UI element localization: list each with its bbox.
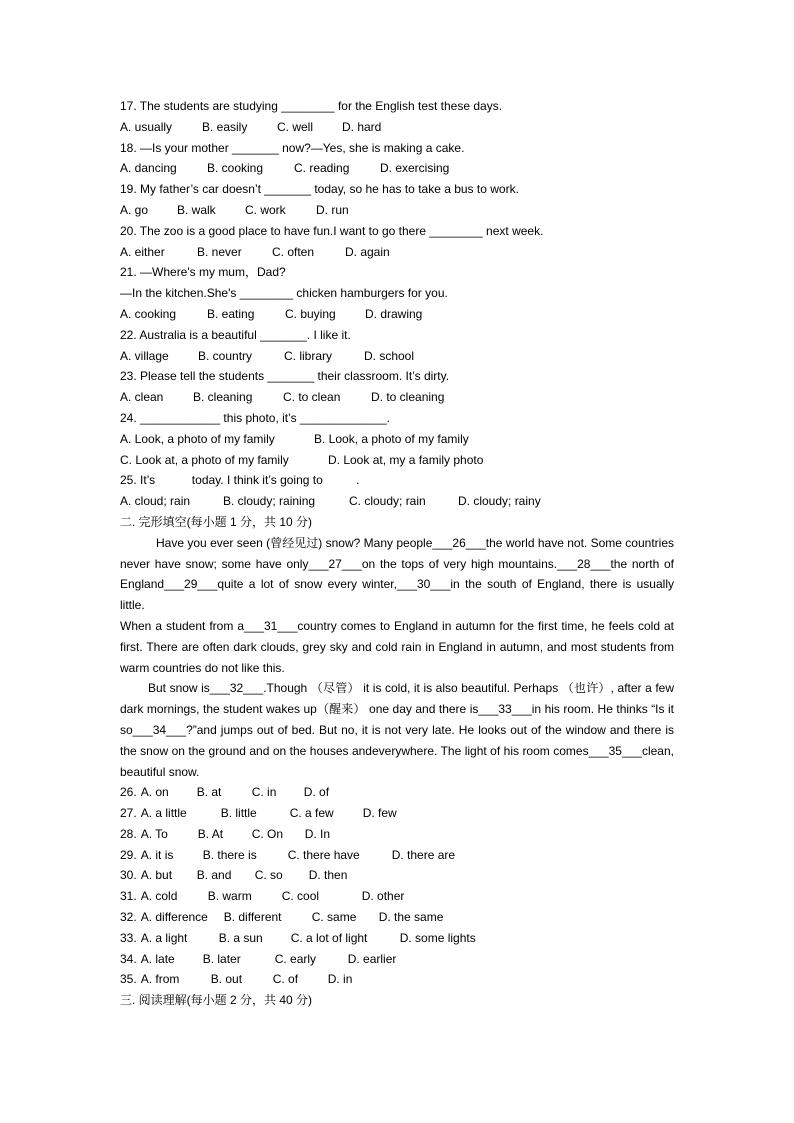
question-stem: 19. My father’s car doesn’t _______ today, so he has to take a bus to work.	[120, 182, 519, 197]
option: A. from	[140, 972, 180, 987]
option: C. a lot of light	[290, 930, 368, 945]
option: B. cloudy; raining	[223, 494, 316, 509]
option: B. cleaning	[193, 390, 253, 405]
option: C. On	[251, 826, 284, 841]
option: B. out	[210, 972, 243, 987]
question-options	[120, 491, 674, 512]
option: C. there have	[287, 847, 360, 862]
option: C. buying	[285, 306, 336, 321]
option: A. on	[140, 785, 169, 800]
question-options	[120, 429, 674, 450]
option: B. there is	[202, 847, 257, 862]
option: C. to clean	[283, 390, 341, 405]
option: A. Look, a photo of my family	[120, 431, 275, 446]
cloze-paragraph: But snow is___32___.Though （尽管） it is cold, it is also beautiful. Perhaps （也许）, after a few dark mornings, the student wakes up（醒来） one day and there is___33___in his room. He thinks “Is it so___34___?”and jumps out of bed. But no, it is not very late. He looks out of the window and there is the snow on the ground and on the houses andeverywhere. The light of his room comes___35___clean, beautiful snow.	[120, 681, 674, 779]
option: B. a sun	[218, 930, 263, 945]
question-stem-continued: —In the kitchen.She's ________ chicken hamburgers for you.	[120, 286, 448, 301]
option: C. library	[284, 348, 333, 363]
option: C. of	[272, 972, 299, 987]
option: C. often	[272, 244, 315, 259]
option: A. village	[120, 348, 169, 363]
question-options	[120, 242, 674, 263]
option: C. so	[254, 868, 283, 883]
option: D. other	[361, 889, 405, 904]
option: B. different	[223, 910, 282, 925]
question-number: 35.	[120, 972, 137, 987]
question-number: 27.	[120, 806, 137, 821]
option: A. cooking	[120, 306, 177, 321]
option: D. Look at, my a family photo	[328, 452, 484, 467]
option: D. exercising	[380, 161, 450, 176]
option: C. same	[311, 910, 357, 925]
option: C. well	[277, 119, 314, 134]
cloze-question-row	[120, 845, 674, 866]
question-options	[120, 200, 674, 221]
question-number: 29.	[120, 847, 137, 862]
option: A. but	[140, 868, 173, 883]
question-stem: 22. Australia is a beautiful _______. I like it.	[120, 327, 351, 342]
question-stem: 25. It’s today. I think it’s going to .	[120, 473, 360, 488]
section-title-cloze: 二. 完形填空(每小题 1 分，共 10 分)	[120, 514, 313, 529]
option: A. a light	[140, 930, 188, 945]
option: C. cloudy; rain	[349, 494, 426, 509]
option: D. school	[364, 348, 415, 363]
option: B. never	[197, 244, 242, 259]
option: A. late	[140, 951, 175, 966]
option: C. reading	[294, 161, 350, 176]
option: B. At	[197, 826, 224, 841]
option: B. walk	[177, 202, 216, 217]
option: B. warm	[207, 889, 252, 904]
question-number: 33.	[120, 930, 137, 945]
option: C. in	[251, 785, 277, 800]
option: D. cloudy; rainy	[458, 494, 541, 509]
option: C. early	[274, 951, 317, 966]
option: B. country	[198, 348, 253, 363]
question-number: 34.	[120, 951, 137, 966]
question-stem: 21. —Where's my mum，Dad?	[120, 265, 286, 280]
section-title-reading: 三. 阅读理解(每小题 2 分，共 40 分)	[120, 993, 313, 1008]
option: D. of	[303, 785, 330, 800]
option: B. eating	[207, 306, 255, 321]
option: A. clean	[120, 390, 164, 405]
option: D. then	[308, 868, 348, 883]
question-options	[120, 158, 674, 179]
option: C. work	[245, 202, 286, 217]
question-stem: 18. —Is your mother _______ now?—Yes, she is making a cake.	[120, 140, 465, 155]
option: B. and	[196, 868, 232, 883]
question-number: 31.	[120, 889, 137, 904]
option: B. little	[220, 806, 257, 821]
option: A. a little	[140, 806, 187, 821]
question-stem: 23. Please tell the students _______ their classroom. It’s dirty.	[120, 369, 450, 384]
cloze-question-row	[120, 886, 674, 907]
cloze-paragraph: Have you ever seen (曾经见过) snow? Many people___26___the world have not. Some countries never have snow; some have only___27___on the tops of very high mountains.___28___the north of England___29___quite a lot of snow every winter,___30___in the south of England, there is usually little.	[120, 535, 674, 613]
option: A. go	[120, 202, 149, 217]
option: B. Look, a photo of my family	[314, 431, 469, 446]
cloze-question-row	[120, 803, 674, 824]
cloze-question-row	[120, 969, 674, 990]
question-options	[120, 450, 674, 471]
question-options	[120, 304, 674, 325]
question-number: 32.	[120, 910, 137, 925]
option: A. cold	[140, 889, 178, 904]
option: C. a few	[289, 806, 334, 821]
cloze-questions	[120, 782, 674, 990]
option: D. in	[327, 972, 353, 987]
option: A. usually	[120, 119, 173, 134]
option: A. To	[140, 826, 168, 841]
question-stem: 20. The zoo is a good place to have fun.I want to go there ________ next week.	[120, 223, 544, 238]
question-number: 26.	[120, 785, 137, 800]
option: A. dancing	[120, 161, 177, 176]
option: D. there are	[391, 847, 456, 862]
option: B. easily	[202, 119, 248, 134]
option: C. cool	[281, 889, 320, 904]
option: D. some lights	[399, 930, 476, 945]
option: D. the same	[378, 910, 444, 925]
option: B. later	[202, 951, 241, 966]
question-stem: 17. The students are studying ________ for the English test these days.	[120, 99, 503, 113]
question-options	[120, 387, 674, 408]
option: D. run	[316, 202, 349, 217]
question-stem: 24. ____________ this photo, it’s _____________.	[120, 410, 391, 425]
cloze-question-row	[120, 865, 674, 886]
option: A. it is	[140, 847, 174, 862]
cloze-paragraph: When a student from a___31___country comes to England in autumn for the first time, he feels cold at first. There are often dark clouds, grey sky and cold rain in England in autumn, and most students from warm countries do not like this.	[120, 618, 674, 675]
cloze-question-row	[120, 928, 674, 949]
option: B. cooking	[207, 161, 264, 176]
exam-page	[120, 96, 674, 1011]
cloze-question-row	[120, 824, 674, 845]
cloze-question-row	[120, 782, 674, 803]
question-options	[120, 346, 674, 367]
option: A. difference	[140, 910, 208, 925]
option: D. hard	[342, 119, 382, 134]
option: D. In	[304, 826, 331, 841]
cloze-question-row	[120, 907, 674, 928]
question-number: 30.	[120, 868, 137, 883]
option: D. few	[362, 806, 397, 821]
option: B. at	[196, 785, 222, 800]
option: D. drawing	[365, 306, 423, 321]
option: A. either	[120, 244, 165, 259]
question-number: 28.	[120, 826, 137, 841]
cloze-question-row	[120, 949, 674, 970]
option: D. again	[345, 244, 390, 259]
question-options	[120, 117, 674, 138]
option: D. to cleaning	[371, 390, 445, 405]
option: D. earlier	[347, 951, 397, 966]
option: A. cloud; rain	[120, 494, 191, 509]
option: C. Look at, a photo of my family	[120, 452, 289, 467]
